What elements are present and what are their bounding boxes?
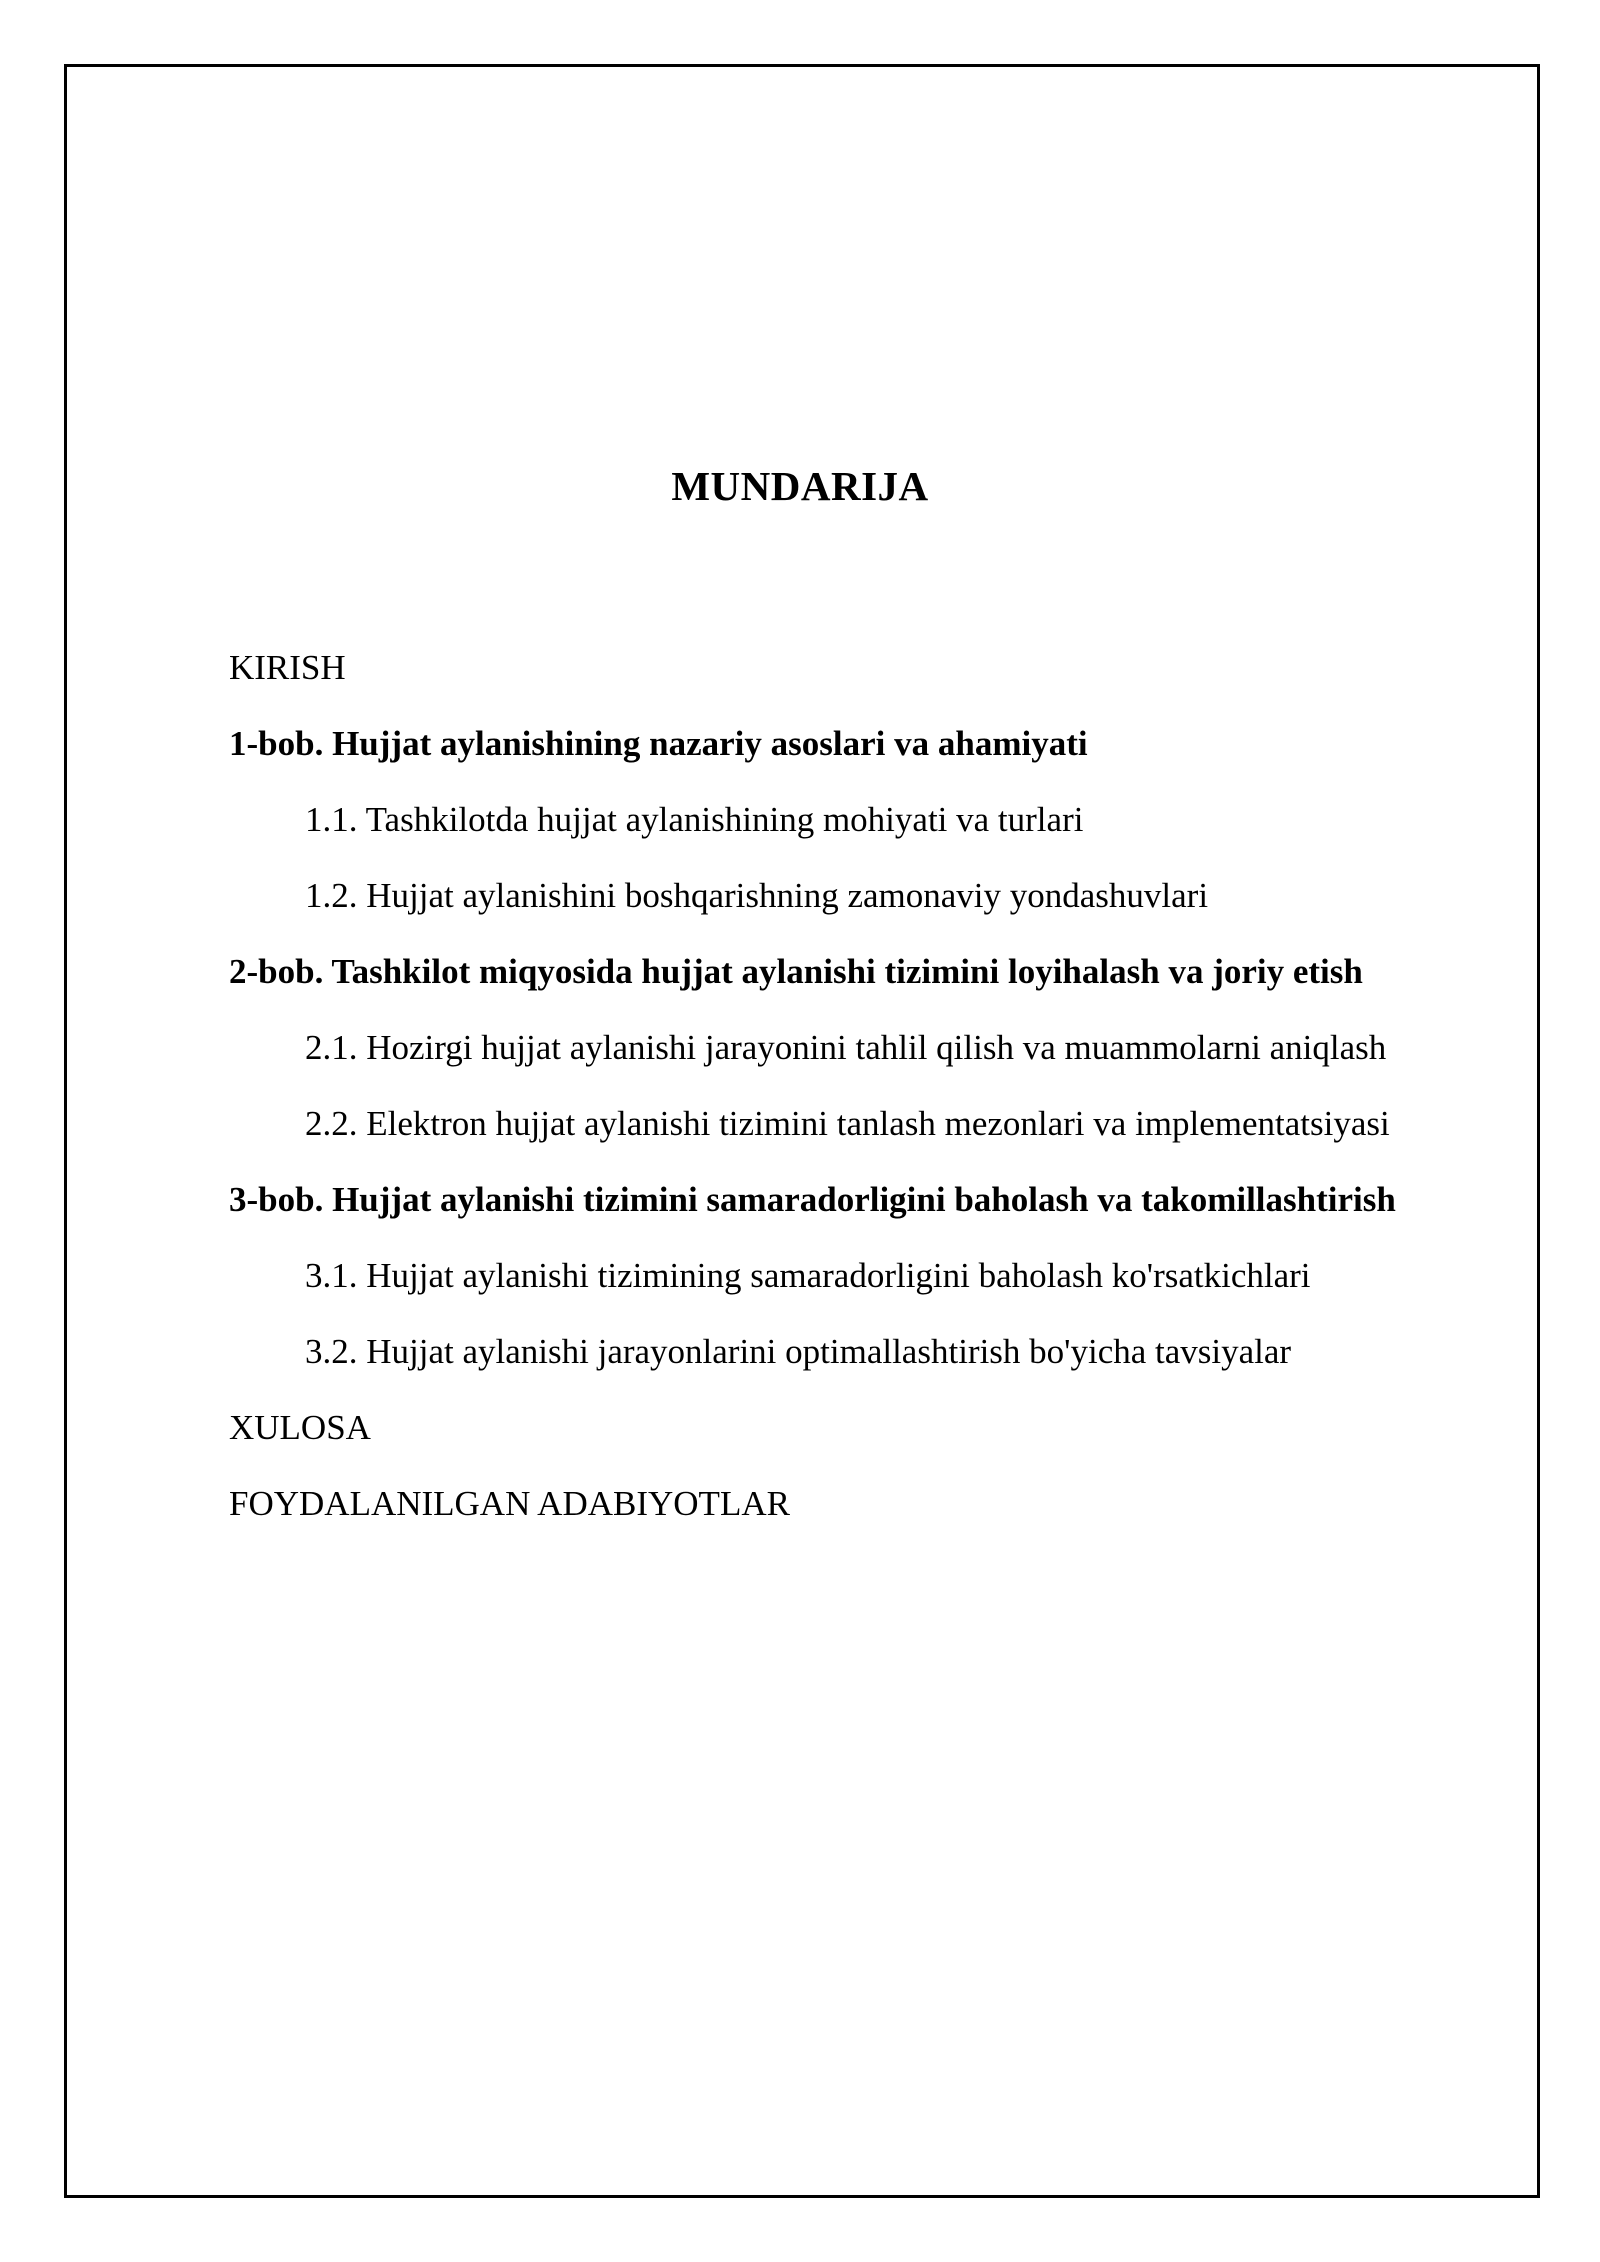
toc-entry-chapter-3[interactable]: 3-bob. Hujjat aylanishi tizimini samaradorligini baholash va takomillashtirish bbox=[229, 1180, 1396, 1219]
page-title: MUNDARIJA bbox=[671, 463, 929, 509]
toc-entry-1-2[interactable]: 1.2. Hujjat aylanishini boshqarishning zamonaviy yondashuvlari bbox=[305, 876, 1209, 915]
toc-entry-2-2[interactable]: 2.2. Elektron hujjat aylanishi tizimini tanlash mezonlari va implementatsiyasi bbox=[305, 1104, 1390, 1143]
toc-entry-xulosa[interactable]: XULOSA bbox=[229, 1408, 371, 1447]
table-of-contents bbox=[229, 640, 1529, 1552]
toc-entry-3-2[interactable]: 3.2. Hujjat aylanishi jarayonlarini optimallashtirish bo'yicha tavsiyalar bbox=[305, 1332, 1292, 1371]
toc-entry-kirish[interactable]: KIRISH bbox=[229, 648, 346, 687]
toc-entry-chapter-1[interactable]: 1-bob. Hujjat aylanishining nazariy asoslari va ahamiyati bbox=[229, 724, 1088, 763]
toc-entry-2-1[interactable]: 2.1. Hozirgi hujjat aylanishi jarayonini tahlil qilish va muammolarni aniqlash bbox=[305, 1028, 1387, 1067]
toc-entry-chapter-2[interactable]: 2-bob. Tashkilot miqyosida hujjat aylanishi tizimini loyihalash va joriy etish bbox=[229, 952, 1363, 991]
toc-entry-references[interactable]: FOYDALANILGAN ADABIYOTLAR bbox=[229, 1484, 790, 1523]
toc-entry-1-1[interactable]: 1.1. Tashkilotda hujjat aylanishining mohiyati va turlari bbox=[305, 800, 1084, 839]
toc-entry-3-1[interactable]: 3.1. Hujjat aylanishi tizimining samaradorligini baholash ko'rsatkichlari bbox=[305, 1256, 1311, 1295]
